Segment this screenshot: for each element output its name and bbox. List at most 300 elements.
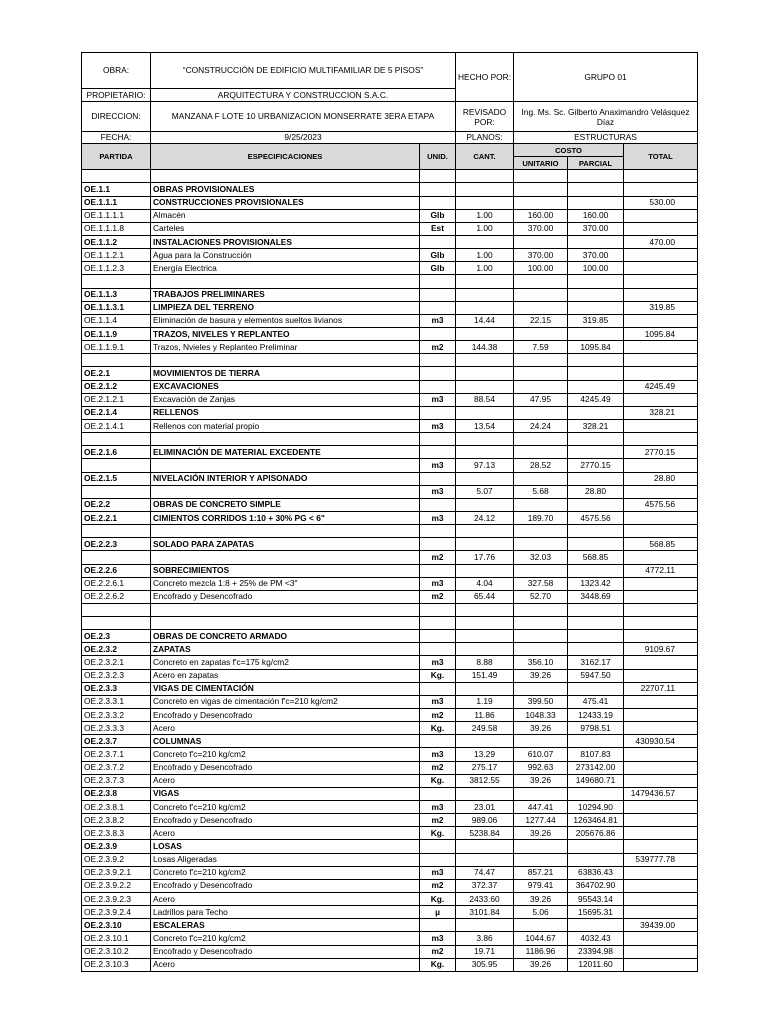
row-description: SOLADO PARA ZAPATAS [151,538,420,551]
row-unit-cost: 39.26 [514,669,568,682]
row-code: OE.2.3.7.2 [82,761,151,774]
row-description: Concreto f'c=210 kg/cm2 [151,748,420,761]
row-code: OE.2.2.3 [82,538,151,551]
row-partial [568,538,624,551]
row-quantity: 97.13 [456,459,514,472]
row-unit-cost: 1048.33 [514,709,568,722]
row-quantity: 275.17 [456,761,514,774]
row-quantity: 3812.55 [456,774,514,787]
row-partial [568,472,624,485]
row-unit: m3 [420,577,456,590]
row-unit [420,433,456,446]
row-unit [420,603,456,616]
row-quantity [456,682,514,695]
row-partial [568,853,624,866]
row-partial: 149680.71 [568,774,624,787]
row-unit-cost [514,853,568,866]
row-total [624,288,698,301]
table-row [82,459,698,472]
row-quantity: 14.44 [456,314,514,327]
row-code: OE.2.3.3 [82,682,151,695]
row-code: OE.2.2.6.1 [82,577,151,590]
row-unit-cost [514,301,568,314]
table-row [82,406,698,419]
row-unit [420,853,456,866]
row-unit-cost [514,787,568,800]
table-row [82,380,698,393]
row-total [624,932,698,945]
row-unit: m3 [420,459,456,472]
row-code: OE.2.1.2.1 [82,393,151,406]
row-code: OE.1.1.2 [82,235,151,248]
row-description: Encofrado y Desencofrado [151,761,420,774]
row-description: Acero en zapatas [151,669,420,682]
row-description [151,551,420,564]
col-parcial: PARCIAL [568,157,624,170]
row-code: OE.1.1.1.8 [82,222,151,235]
row-quantity: 74.47 [456,866,514,879]
row-unit-cost: 857.21 [514,866,568,879]
row-unit-cost [514,498,568,511]
row-partial: 12011.60 [568,958,624,971]
table-row [82,866,698,879]
row-code: OE.2.2.1 [82,511,151,524]
row-partial: 160.00 [568,209,624,222]
table-row [82,879,698,892]
row-code: OE.2.1.4 [82,406,151,419]
row-code [82,551,151,564]
table-row [82,235,698,248]
row-partial [568,380,624,393]
row-unit-cost [514,682,568,695]
table-row [82,275,698,288]
row-unit-cost [514,327,568,340]
row-code [82,275,151,288]
row-unit [420,643,456,656]
table-row [82,682,698,695]
row-code [82,617,151,630]
row-partial: 28.80 [568,485,624,498]
row-partial: 370.00 [568,222,624,235]
table-row [82,577,698,590]
row-code: OE.2.2.6.2 [82,590,151,603]
row-quantity [456,446,514,459]
row-total: 1479436.57 [624,787,698,800]
row-description: Concreto f'c=210 kg/cm2 [151,932,420,945]
row-code: OE.2.3.3.3 [82,722,151,735]
row-code: OE.1.1.2.1 [82,249,151,262]
row-partial [568,840,624,853]
row-quantity [456,853,514,866]
row-total [624,879,698,892]
row-total: 39439.00 [624,919,698,932]
row-code: OE.2.3.7.1 [82,748,151,761]
row-partial: 23394.98 [568,945,624,958]
row-total: 319.85 [624,301,698,314]
row-unit [420,525,456,538]
row-code: OE.2.3.9.2.3 [82,893,151,906]
row-unit-cost: 370.00 [514,222,568,235]
row-unit [420,735,456,748]
row-partial: 1323.42 [568,577,624,590]
row-code: OE.2.3.3.1 [82,695,151,708]
table-row [82,472,698,485]
row-description: ELIMINACIÓN DE MATERIAL EXCEDENTE [151,446,420,459]
row-unit-cost [514,643,568,656]
row-total [624,866,698,879]
row-quantity: 372.37 [456,879,514,892]
row-code: OE.2.3.8.3 [82,827,151,840]
row-total [624,170,698,183]
row-unit: m2 [420,590,456,603]
row-description: CIMIENTOS CORRIDOS 1:10 + 30% PG < 6" [151,511,420,524]
row-description [151,485,420,498]
row-unit [420,367,456,380]
row-description [151,170,420,183]
row-unit-cost: 160.00 [514,209,568,222]
row-unit [420,446,456,459]
row-description: Trazos, Nvieles y Replanteo Preliminar [151,341,420,354]
table-row [82,367,698,380]
row-quantity [456,288,514,301]
row-partial: 2770.15 [568,459,624,472]
row-description: Energía Electrica [151,262,420,275]
row-quantity [456,617,514,630]
row-code: OE.1.1.9 [82,327,151,340]
table-row [82,840,698,853]
row-quantity: 17.76 [456,551,514,564]
row-partial: 4575.56 [568,511,624,524]
row-description: Acero [151,722,420,735]
row-description: COLUMNAS [151,735,420,748]
row-unit-cost [514,538,568,551]
row-description: ESCALERAS [151,919,420,932]
row-code: OE.2.3.2.1 [82,656,151,669]
row-unit-cost [514,525,568,538]
row-quantity [456,406,514,419]
row-total [624,840,698,853]
table-row [82,170,698,183]
row-quantity [456,919,514,932]
row-unit [420,682,456,695]
table-row [82,249,698,262]
col-unid: UNID. [420,144,456,170]
row-total [624,603,698,616]
row-unit [420,406,456,419]
row-unit: m2 [420,814,456,827]
row-partial: 370.00 [568,249,624,262]
row-description: OBRAS DE CONCRETO ARMADO [151,630,420,643]
row-unit [420,630,456,643]
row-unit [420,564,456,577]
fecha-value: 9/25/2023 [151,132,456,144]
row-description: Encofrado y Desencofrado [151,590,420,603]
row-partial: 1095.84 [568,341,624,354]
row-unit-cost [514,288,568,301]
row-unit-cost [514,433,568,446]
row-unit-cost [514,235,568,248]
revisado-value: Ing. Ms. Sc. Gilberto Anaximandro Velásquez Díaz [514,102,698,132]
row-unit-cost [514,630,568,643]
row-description: Acero [151,774,420,787]
row-code: OE.1.1.2.3 [82,262,151,275]
table-row [82,603,698,616]
budget-body [82,170,698,972]
row-unit-cost: 28.52 [514,459,568,472]
row-quantity [456,275,514,288]
direccion-label: DIRECCION: [82,102,151,132]
row-unit: Kg. [420,827,456,840]
row-total [624,709,698,722]
row-code: OE.2.1.4.1 [82,419,151,432]
row-unit [420,840,456,853]
row-code [82,170,151,183]
table-row [82,932,698,945]
row-total: 328.21 [624,406,698,419]
table-row [82,617,698,630]
row-quantity [456,643,514,656]
table-row [82,262,698,275]
row-unit: m3 [420,419,456,432]
table-row [82,643,698,656]
row-unit: Glb [420,249,456,262]
row-total: 28.80 [624,472,698,485]
row-unit-cost [514,275,568,288]
row-partial [568,682,624,695]
row-description: Acero [151,958,420,971]
row-total [624,551,698,564]
table-row [82,945,698,958]
row-description: TRABAJOS PRELIMINARES [151,288,420,301]
row-quantity [456,840,514,853]
row-partial [568,498,624,511]
row-quantity: 3101.84 [456,906,514,919]
row-partial [568,630,624,643]
row-unit [420,919,456,932]
table-row [82,748,698,761]
row-unit-cost: 22.15 [514,314,568,327]
row-quantity [456,327,514,340]
row-partial [568,367,624,380]
row-code: OE.2.3.10 [82,919,151,932]
row-unit-cost: 47.95 [514,393,568,406]
row-unit [420,327,456,340]
table-row [82,301,698,314]
row-code: OE.2.3.2 [82,643,151,656]
table-row [82,354,698,367]
row-unit [420,183,456,196]
row-total [624,511,698,524]
row-quantity [456,603,514,616]
obra-label: OBRA: [82,53,151,89]
row-code: OE.2.3.9.2.2 [82,879,151,892]
table-row [82,827,698,840]
row-unit [420,787,456,800]
row-total [624,893,698,906]
row-unit: m3 [420,801,456,814]
row-partial [568,170,624,183]
row-partial [568,433,624,446]
row-unit [420,170,456,183]
row-quantity: 144.38 [456,341,514,354]
row-code: OE.1.1.9.1 [82,341,151,354]
row-quantity: 151.49 [456,669,514,682]
table-row [82,485,698,498]
row-total [624,433,698,446]
row-partial [568,183,624,196]
row-unit-cost: 979.41 [514,879,568,892]
row-code: OE.2.3.2.3 [82,669,151,682]
row-total [624,419,698,432]
table-row [82,183,698,196]
row-description: SOBRECIMIENTOS [151,564,420,577]
row-total [624,367,698,380]
row-quantity: 305.95 [456,958,514,971]
row-unit-cost [514,446,568,459]
row-unit-cost: 370.00 [514,249,568,262]
revisado-label: REVISADO POR: [456,102,514,132]
table-row [82,433,698,446]
table-row [82,327,698,340]
row-description [151,525,420,538]
col-partida: PARTIDA [82,144,151,170]
table-row [82,446,698,459]
row-unit: m3 [420,748,456,761]
row-code: OE.2.3.9 [82,840,151,853]
row-code [82,603,151,616]
row-partial: 95543.14 [568,893,624,906]
row-unit: Kg. [420,774,456,787]
planos-label: PLANOS: [456,132,514,144]
row-total [624,656,698,669]
row-unit: Kg. [420,722,456,735]
propietario-value: ARQUITECTURA Y CONSTRUCCION S.A.C. [151,89,456,102]
row-total [624,814,698,827]
row-unit-cost [514,406,568,419]
row-code: OE.2.3.9.2.1 [82,866,151,879]
row-description: Encofrado y Desencofrado [151,709,420,722]
row-description: Carteles [151,222,420,235]
table-row [82,590,698,603]
row-code: OE.2.1.2 [82,380,151,393]
row-total [624,314,698,327]
hecho-label: HECHO POR: [456,53,514,102]
row-unit-cost: 356.10 [514,656,568,669]
row-total [624,722,698,735]
table-row [82,761,698,774]
row-total: 568.85 [624,538,698,551]
row-description [151,603,420,616]
row-total [624,748,698,761]
row-partial: 10294.90 [568,801,624,814]
row-unit: m2 [420,945,456,958]
row-unit-cost: 5.68 [514,485,568,498]
table-row [82,801,698,814]
table-row [82,551,698,564]
col-total: TOTAL [624,144,698,170]
row-description: Almacén [151,209,420,222]
row-unit: m3 [420,314,456,327]
row-partial: 3448.69 [568,590,624,603]
row-unit: Kg. [420,669,456,682]
row-quantity: 11.86 [456,709,514,722]
row-unit: Glb [420,262,456,275]
table-row [82,564,698,577]
row-unit-cost [514,603,568,616]
row-code: OE.2.3.7 [82,735,151,748]
row-unit-cost: 1186.96 [514,945,568,958]
row-partial [568,275,624,288]
row-description [151,433,420,446]
row-description: Acero [151,893,420,906]
row-quantity: 1.00 [456,262,514,275]
row-unit-cost [514,196,568,209]
row-partial: 15695.31 [568,906,624,919]
row-description [151,459,420,472]
row-unit-cost: 1277.44 [514,814,568,827]
obra-value: “CONSTRUCCIÓN DE EDIFICIO MULTIFAMILIAR DE 5 PISOS” [151,53,456,89]
row-code [82,459,151,472]
table-row [82,630,698,643]
row-unit: m3 [420,511,456,524]
row-unit-cost: 39.26 [514,958,568,971]
row-description: MOVIMIENTOS DE TIERRA [151,367,420,380]
row-partial: 12433.19 [568,709,624,722]
row-unit-cost: 327.58 [514,577,568,590]
row-partial [568,617,624,630]
row-partial [568,327,624,340]
row-quantity: 24.12 [456,511,514,524]
row-partial: 9798.51 [568,722,624,735]
row-partial: 568.85 [568,551,624,564]
row-description: OBRAS PROVISIONALES [151,183,420,196]
row-partial: 3162.17 [568,656,624,669]
row-total [624,262,698,275]
table-row [82,814,698,827]
budget-table [81,143,698,972]
row-unit-cost [514,840,568,853]
row-quantity [456,735,514,748]
row-unit: m2 [420,879,456,892]
row-unit [420,235,456,248]
row-unit [420,472,456,485]
table-row [82,222,698,235]
row-total [624,906,698,919]
row-unit-cost: 7.59 [514,341,568,354]
row-total: 1095.84 [624,327,698,340]
row-partial [568,301,624,314]
row-description: Ladrillos para Techo [151,906,420,919]
table-row [82,669,698,682]
row-code [82,433,151,446]
row-quantity: 23.01 [456,801,514,814]
row-quantity: 13.54 [456,419,514,432]
row-quantity: 88.54 [456,393,514,406]
row-unit-cost [514,367,568,380]
row-partial [568,643,624,656]
row-description: EXCAVACIONES [151,380,420,393]
direccion-value: MANZANA F LOTE 10 URBANIZACION MONSERRATE 3ERA ETAPA [151,102,456,132]
row-description: Concreto en vigas de cimentación f'c=210 kg/cm2 [151,695,420,708]
table-row [82,341,698,354]
table-row [82,787,698,800]
row-description: NIVELACIÓN INTERIOR Y APISONADO [151,472,420,485]
table-row [82,774,698,787]
row-total [624,249,698,262]
row-description: ZAPATAS [151,643,420,656]
row-total [624,958,698,971]
row-quantity: 1.00 [456,249,514,262]
